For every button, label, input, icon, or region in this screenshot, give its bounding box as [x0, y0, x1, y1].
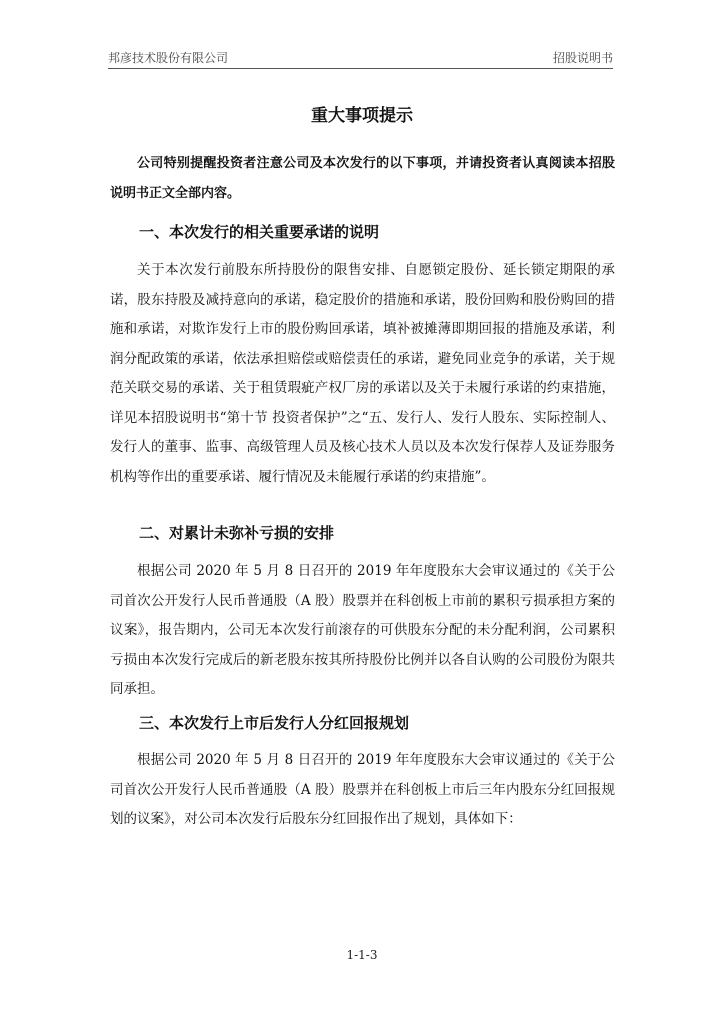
intro-paragraph: 公司特别提醒投资者注意公司及本次发行的以下事项，并请投资者认真阅读本招股说明书正文全部内容。: [110, 156, 615, 201]
page-number: 1-1-3: [346, 948, 378, 962]
header-divider: [108, 68, 613, 69]
section-1-heading: 一、本次发行的相关重要承诺的说明: [139, 223, 380, 241]
section-3-heading: 三、本次发行上市后发行人分红回报规划: [139, 714, 410, 732]
header-company-name: 邦彦技术股份有限公司: [108, 51, 229, 65]
page-title: 重大事项提示: [311, 106, 413, 126]
section-2-heading: 二、对累计未弥补亏损的安排: [139, 524, 335, 542]
header-document-type: 招股说明书: [552, 51, 613, 65]
section-1-body: 关于本次发行前股东所持股份的限售安排、自愿锁定股份、延长锁定期限的承诺，股东持股及减持意向的承诺，稳定股价的措施和承诺，股份回购和股份购回的措施和承诺，对欺诈发行上市的股份购回承诺，填补被摊薄即期回报的措施及承诺，利润分配政策的承诺，依法承担赔偿或赔偿责任的承诺，避免同业竞争的承诺，关于规范关联交易的承诺、关于租赁瑕疵产权厂房的承诺以及关于未履行承诺的约束措施，详见本招股说明书“第十节 投资者保护”之“五、发行人、发行人股东、实际控制人、发行人的董事、监事、高级管理人员及核心技术人员以及本次发行保荐人及证券服务机构等作出的重要承诺、履行情况及未能履行承诺的约束措施”。: [110, 262, 615, 485]
section-3-body: 根据公司 2020 年 5 月 8 日召开的 2019 年年度股东大会审议通过的《关于公司首次公开发行人民币普通股（A 股）股票并在科创板上市后三年内股东分红回报规划的议案》，对公司本次发行后股东分红回报作出了规划，具体如下：: [110, 752, 615, 827]
section-2-body: 根据公司 2020 年 5 月 8 日召开的 2019 年年度股东大会审议通过的《关于公司首次公开发行人民币普通股（A 股）股票并在科创板上市前的累积亏损承担方案的议案》，报告期内，公司无本次发行前滚存的可供股东分配的未分配利润，公司累积亏损由本次发行完成后的新老股东按其所持股份比例并以各自认购的公司股份为限共同承担。: [110, 563, 615, 697]
